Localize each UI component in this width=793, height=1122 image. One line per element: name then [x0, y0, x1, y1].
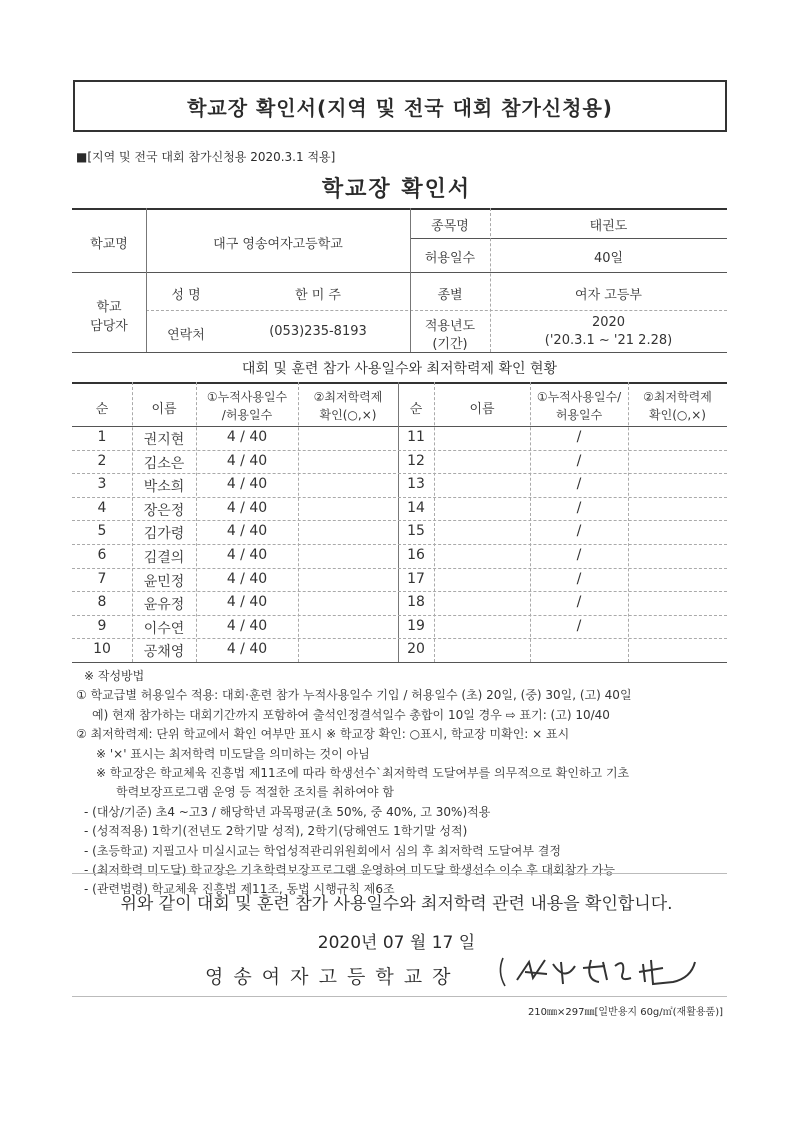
- used-days-right: /: [576, 476, 582, 493]
- banner-title: 학교장 확인서(지역 및 전국 대회 참가신청용): [73, 80, 727, 132]
- row-number-right: 12: [407, 452, 425, 469]
- info-line: [72, 272, 727, 273]
- apply-year-value: 2020: [591, 315, 626, 330]
- used-days: 4 / 40: [226, 523, 268, 540]
- row-number: 2: [97, 452, 107, 469]
- separator: [72, 996, 727, 997]
- principal-text: 영 송 여 자 고 등 학 교 장: [205, 966, 453, 988]
- header-min-right-line2: 확인(○,×): [649, 408, 706, 422]
- row-divider: [72, 591, 727, 592]
- header-name: 이름: [151, 402, 177, 417]
- row-number: 9: [97, 617, 107, 634]
- athlete-name: 박소희: [143, 479, 185, 496]
- row-number-right: 17: [407, 570, 425, 587]
- school-name-value: 대구 영송여자고등학교: [213, 237, 343, 252]
- row-divider: [72, 450, 727, 451]
- used-days: 4 / 40: [226, 570, 268, 587]
- row-divider: [72, 568, 727, 569]
- instruction-line: ② 최저학력제: 단위 학교에서 확인 여부만 표시 ※ 학교장 확인: ○표시, 학교장 미확인: × 표시: [76, 727, 570, 742]
- info-top-border: [72, 208, 727, 210]
- header-days-line1: ①누적사용일수: [206, 390, 288, 404]
- instruction-line: ① 학교급별 허용일수 적용: 대회·훈련 참가 누적사용일수 기입 / 허용일수 (초) 20일, (중) 30일, (고) 40일: [76, 688, 632, 703]
- allowed-days-value: 40일: [593, 251, 624, 266]
- category-value: 여자 고등부: [575, 288, 642, 303]
- header-days-line2: /허용일수: [221, 408, 273, 422]
- used-days-right: /: [576, 617, 582, 634]
- header-no: 순: [95, 402, 109, 417]
- info-bottom-border: [72, 352, 727, 353]
- instruction-line: - (초등학교) 지필고사 미실시교는 학업성적관리위원회에서 심의 후 최저학력 도달여부 결정: [84, 843, 561, 858]
- paper-spec: 210㎜×297㎜[일반용지 60g/㎡(재활용품)]: [527, 1007, 723, 1018]
- instruction-line: ※ 학교장은 학교체육 진흥법 제11조에 따라 학생선수`최저학력 도달여부를 의무적으로 확인하고 기초: [96, 766, 630, 780]
- athlete-name: 권지현: [143, 432, 185, 448]
- row-number: 5: [97, 523, 107, 540]
- header-days-right-line2: 허용일수: [555, 408, 603, 422]
- separator: [72, 873, 727, 874]
- name-label: 성 명: [171, 288, 201, 303]
- used-days-right: /: [576, 570, 582, 587]
- row-number: 8: [97, 594, 107, 611]
- used-days-right: /: [576, 594, 582, 611]
- row-divider: [72, 473, 727, 474]
- row-divider: [72, 544, 727, 545]
- apply-year-label-line2: (기간): [432, 337, 468, 352]
- row-number-right: 11: [407, 429, 425, 445]
- date-text: 2020년 07 월 17 일: [317, 933, 476, 953]
- principal-signature: [495, 952, 705, 992]
- instruction-line: - (성적적용) 1학기(전년도 2학기말 성적), 2학기(당해연도 1학기말 성적): [84, 824, 468, 839]
- manager-name-value: 한 미 주: [295, 288, 341, 303]
- header-no-right: 순: [409, 402, 423, 417]
- used-days: 4 / 40: [226, 452, 268, 469]
- header-name-right: 이름: [469, 402, 495, 417]
- used-days: 4 / 40: [226, 617, 268, 634]
- athlete-name: 윤유정: [143, 597, 185, 614]
- row-divider: [72, 520, 727, 521]
- status-title: 대회 및 훈련 참가 사용일수와 최저학력제 확인 현황: [241, 361, 558, 377]
- row-number-right: 15: [407, 523, 425, 540]
- apply-period-value: ('20.3.1 ~ '21 2.28): [544, 333, 673, 348]
- athlete-name: 이수연: [143, 620, 185, 637]
- used-days-right: /: [576, 452, 582, 469]
- info-line: [410, 238, 727, 239]
- header-min-line1: ②최저학력제: [313, 390, 383, 404]
- used-days: 4 / 40: [226, 547, 268, 563]
- row-number-right: 16: [407, 547, 425, 563]
- school-name-label: 학교명: [90, 237, 128, 252]
- row-divider: [72, 615, 727, 616]
- sport-label: 종목명: [431, 219, 469, 234]
- used-days: 4 / 40: [226, 641, 268, 658]
- row-number: 6: [97, 547, 107, 563]
- table-col-line: [434, 382, 435, 662]
- allowed-days-label: 허용일수: [424, 251, 476, 266]
- used-days-right: /: [576, 499, 582, 516]
- category-label: 종별: [437, 288, 463, 303]
- row-number-right: 13: [407, 476, 425, 493]
- athlete-name: 김결의: [143, 550, 185, 566]
- manager-label-line1: 학교: [96, 300, 122, 315]
- header-days-right-line1: ①누적사용일수/: [536, 390, 622, 404]
- contact-label: 연락처: [167, 328, 205, 343]
- header-min-right-line1: ②최저학력제: [643, 390, 712, 404]
- used-days: 4 / 40: [226, 499, 268, 516]
- table-bottom-border: [72, 662, 727, 663]
- row-number: 4: [97, 499, 107, 516]
- row-number-right: 18: [407, 594, 425, 611]
- row-divider: [72, 638, 727, 639]
- sport-value: 태권도: [589, 219, 628, 234]
- row-number: 7: [97, 570, 107, 587]
- header-min-line2: 확인(○,×): [319, 408, 377, 422]
- apply-year-label-line1: 적용년도: [424, 319, 476, 334]
- instruction-line: ※ '×' 표시는 최저학력 미도달을 의미하는 것이 아님: [96, 746, 370, 761]
- used-days: 4 / 40: [226, 594, 268, 611]
- form-code: ■[지역 및 전국 대회 참가신청용 2020.3.1 적용]: [76, 150, 336, 164]
- athlete-name: 김가령: [143, 526, 185, 543]
- document-title: 학교장 확인서: [321, 177, 472, 202]
- row-divider: [72, 497, 727, 498]
- athlete-name: 윤민정: [143, 573, 185, 590]
- info-line: [146, 310, 727, 311]
- athlete-name: 공채영: [143, 644, 185, 661]
- instruction-line: - (최저학력 미도달) 학교장은 기초학력보장프로그램 운영하여 미도달 학생선수 이수 후 대회참가 가능: [84, 863, 615, 877]
- used-days-right: /: [576, 523, 582, 540]
- used-days-right: /: [576, 547, 582, 563]
- row-number-right: 20: [407, 641, 425, 658]
- instruction-line: 학력보장프로그램 운영 등 적절한 조치를 취하여야 함: [116, 785, 394, 800]
- table-col-line: [298, 382, 299, 662]
- used-days: 4 / 40: [226, 476, 268, 493]
- instruction-line: 예) 현재 참가하는 대회기간까지 포함하여 출석인정결석일수 총합이 10일 경우 ⇨ 표기: (고) 10/40: [92, 707, 610, 722]
- used-days: 4 / 40: [226, 429, 268, 445]
- instruction-line: - (대상/기준) 초4 ~고3 / 해당학년 과목평균(초 50%, 중 40%, 고 30%)적용: [84, 804, 491, 819]
- row-number: 1: [97, 429, 107, 445]
- contact-value: (053)235-8193: [269, 324, 367, 339]
- instruction-line: - (관련법령) 학교체육 진흥법 제11조, 동법 시행규칙 제6조: [84, 882, 395, 897]
- row-number: 3: [97, 476, 107, 493]
- row-number-right: 19: [407, 617, 425, 634]
- athlete-name: 장은정: [143, 502, 185, 519]
- table-col-line: [628, 382, 629, 662]
- used-days-right: /: [576, 429, 582, 445]
- row-number: 10: [93, 641, 111, 658]
- confirmation-text: 위와 같이 대회 및 훈련 참가 사용일수와 최저학력 관련 내용을 확인합니다.: [120, 894, 673, 914]
- athlete-name: 김소은: [143, 455, 185, 472]
- manager-label-line2: 담당자: [90, 319, 128, 334]
- instruction-line: ※ 작성방법: [84, 669, 145, 683]
- row-number-right: 14: [407, 499, 425, 516]
